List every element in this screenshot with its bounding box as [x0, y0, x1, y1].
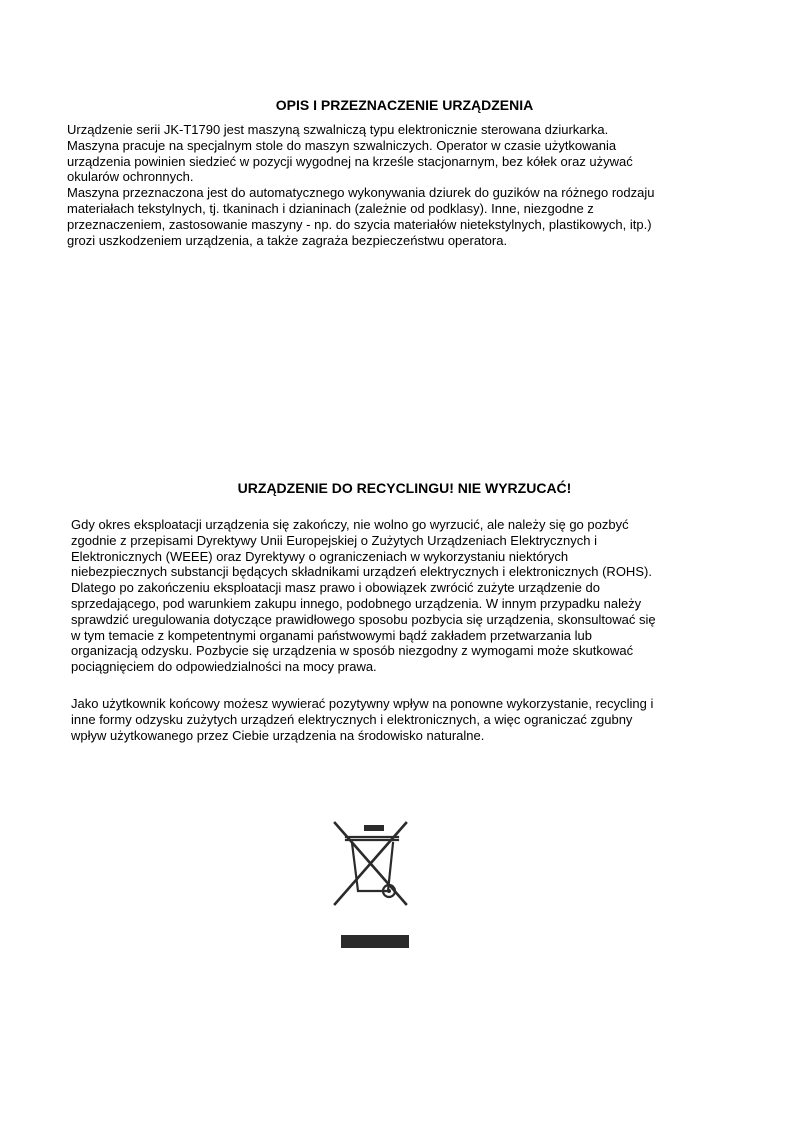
text-line: Urządzenie serii JK-T1790 jest maszyną szwalniczą typu elektronicznie sterowana dziurkarka. — [67, 122, 609, 137]
crossed-out-wheelie-bin-icon — [332, 818, 410, 950]
text-line: urządzenia powinien siedzieć w pozycji wygodnej na krześle stacjonarnym, bez kółek oraz używać — [67, 153, 633, 169]
text-line: inne formy odzysku zużytych urządzeń elektrycznych i elektronicznych, a więc ograniczać zgubny — [71, 711, 633, 727]
text-line: sprawdzić uregulowania dotyczące prawidłowego sposobu pozbycia się urządzenia, skonsultować się — [71, 611, 656, 627]
text-line: Gdy okres eksploatacji urządzenia się zakończy, nie wolno go wyrzucić, ale należy się go pozbyć — [71, 517, 629, 532]
section-title-description: OPIS I PRZEZNACZENIE URZĄDZENIA — [275, 97, 534, 113]
text-line: Elektronicznych (WEEE) oraz Dyrektywy o ograniczeniach w wykorzystaniu niektórych — [71, 548, 569, 564]
text-line: wpływ użytkowanego przez Ciebie urządzenia na środowisko naturalne. — [71, 727, 485, 743]
text-line: organizacją odzysku. Pozbycie się urządzenia w sposób niezgodny z wymogami może skutkować — [71, 643, 634, 659]
text-line: Dlatego po zakończeniu eksploatacji masz prawo i obowiązek zwrócić zużyte urządzenie do — [71, 580, 600, 596]
text-line: sprzedającego, pod warunkiem zakupu innego, podobnego urządzenia. W innym przypadku należy — [71, 595, 642, 611]
text-line: Maszyna przeznaczona jest do automatycznego wykonywania dziurek do guzików na różnego rodzaju — [67, 185, 655, 201]
text-line: przeznaczeniem, zastosowanie maszyny - np. do szycia materiałów nietekstylnych, plastikowych, itp.) — [67, 216, 652, 232]
text-line: okularów ochronnych. — [67, 169, 194, 185]
text-line: pociągnięciem do odpowiedzialności na mocy prawa. — [71, 659, 377, 675]
text-line: materiałach tekstylnych, tj. tkaninach i dzianinach (zależnie od podklasy). Inne, niezgodne z — [67, 200, 594, 216]
text-line: Maszyna pracuje na specjalnym stole do maszyn szwalniczych. Operator w czasie użytkowania — [67, 137, 617, 153]
section-title-recycling: URZĄDZENIE DO RECYCLINGU! NIE WYRZUCAĆ! — [237, 480, 572, 496]
text-line: zgodnie z przepisami Dyrektywy Unii Europejskiej o Zużytych Urządzeniach Elektrycznych i — [71, 532, 597, 548]
text-line: w tym temacie z kompetentnymi organami państwowymi bądź zakładem przetwarzania lub — [71, 627, 592, 643]
description-paragraph — [67, 122, 655, 248]
recycling-paragraph-2 — [71, 696, 653, 743]
recycling-paragraph-1 — [71, 517, 656, 675]
text-line: grozi uszkodzeniem urządzenia, a także zagraża bezpieczeństwu operatora. — [67, 232, 508, 248]
text-line: Jako użytkownik końcowy możesz wywierać pozytywny wpływ na ponowne wykorzystanie, recycling i — [71, 696, 654, 711]
text-line: niebezpiecznych substancji będących składnikami urządzeń elektrycznych i elektronicznych (ROHS). — [71, 564, 652, 580]
